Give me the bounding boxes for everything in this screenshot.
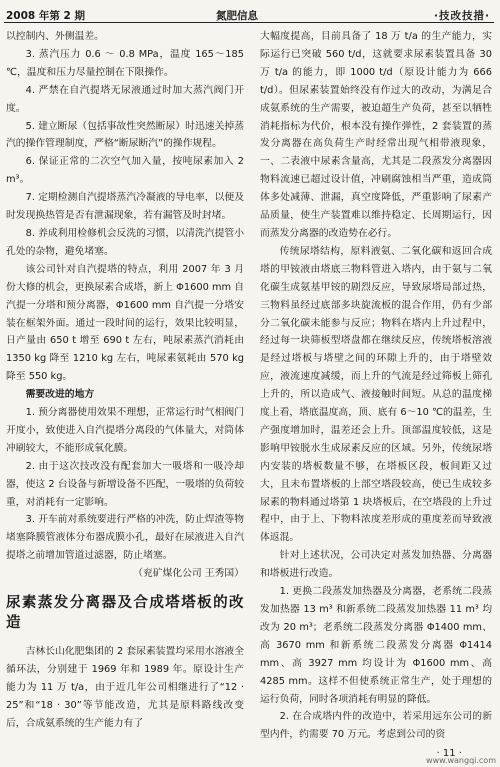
- paragraph: 吉林长山化肥集团的 2 套尿素装置均采用水溶液全循环法，分别建于 1969 年和 1989 年。原设计生产能力为 11 万 t/a，由于近几年公司相继进行了“12 · 25”和“18 · 30”等节能改造，尤其是原料路线改变后，合成氨系统的生产能力有了: [6, 646, 244, 729]
- article-title: 尿素蒸发分离器及合成塔塔板的改造: [6, 595, 244, 632]
- list-item: 3. 蒸汽压力 0.6 ～ 0.8 MPa，温度 165～185 ℃，温度和压力尽量控制在下限操作。: [6, 48, 244, 78]
- subheading: 需要改进的地方: [25, 389, 95, 401]
- header-rule: [4, 22, 494, 23]
- paragraph: 大幅度提高，目前具备了 18 万 t/a 的生产能力，实际运行已突破 560 t/d，这就要求尿素装置具备 30 万 t/a 的能力，即 1000 t/d（原设计能力为 666 t/d）。但尿素装置始终没有作过大的改动，为满足合成氨系统的生产需要，被迫超生产负荷，甚至以牺牲消耗指标为代价，根本没有操作弹性，2 套装置的蒸发分离器在高负荷生产时经常出现气相带液现象，一、二表液中尿素含量高，尤其是二段蒸发分离器因物料流速已超过设计值，冲刷腐蚀相当严重，造成筒体多处减薄、泄漏，真空度降低，严重影响了尿素产品质量，使生产装置难以维持稳定、长周期运行，因而蒸发分离器的改造势在必行。: [260, 31, 492, 239]
- page-number: · 11 ·: [436, 748, 462, 759]
- list-item: 8. 养成利用检修机会反洗的习惯，以清洗汽提管小孔处的杂物，避免堵塞。: [6, 227, 244, 257]
- left-column: [6, 28, 244, 733]
- author-signature: （兖矿煤化公司 王秀国）: [133, 568, 244, 580]
- list-item: 7. 定期检测自汽提塔蒸汽冷凝液的导电率，以便及时发现换热管是否有泄漏现象，若有漏管及时封堵。: [6, 192, 244, 222]
- list-item: 1. 更换二段蒸发加热器及分离器，老系统二段蒸发加热器 13 m³ 和新系统二段蒸发加热器 11 m³ 均改为 20 m³；老系统二段蒸发分离器 Φ1400 mm、高 3670 mm 和新系统二段蒸发分离器 Φ1414 mm、高 3927 mm 均设计为 Φ1600 mm、高 4285 mm。这样不但使系统正常生产，处于理想的运行负荷，同时各项消耗有明显的降低。: [260, 586, 492, 705]
- section-label: ·技改技措·: [434, 10, 490, 22]
- list-item: 1. 预分离器使用效果不理想，正常运行时气相阀门开度小，致使进入自汽提塔分离段的气体量大，对筒体冲刷较大，不能形成氧化膜。: [6, 407, 244, 454]
- list-item: 5. 建立断尿（包括事故性突然断尿）时迅速关掉蒸汽的操作管理制度，严格“断尿断汽”的操作规程。: [6, 120, 244, 150]
- list-item: 4. 严禁在自汽提塔无尿液通过时加大蒸汽阀门开度。: [6, 84, 244, 114]
- paragraph: 该公司针对自汽提塔的特点，利用 2007 年 3 月份大修的机会，更换尿素合成塔，新上 Φ1600 mm 自汽提一分塔和预分离器，Φ1600 mm 自汽提一分塔安装在框架外面。通过一段时间的运行，效果比较明显，日产量由 650 t 增至 690 t 左右，吨尿素蒸汽消耗由 1350 kg 降至 1210 kg 左右，吨尿素氨耗由 570 kg 降至 550 kg。: [6, 263, 244, 383]
- list-item: 6. 保证正常的二次空气加入量，按吨尿素加入 2 m³。: [6, 156, 244, 186]
- watermark: www.wangqi.com: [426, 756, 496, 765]
- paragraph: 针对上述状况，公司决定对蒸发加热器、分离器和塔板进行改造。: [260, 550, 492, 580]
- list-item: 2. 由于这次技改没有配套加大一吸塔和一吸冷却器，使这 2 台设备与新增设备不匹配，一吸塔的负荷较重，对消耗有一定影响。: [6, 460, 244, 508]
- list-item: 2. 在合成塔内件的改造中，若采用远东公司的新型内件，约需要 70 万元。考虑到公司的资: [260, 711, 492, 741]
- paragraph: 传统尿塔结构，原料液氨、二氧化碳和返回合成塔的甲铵液由塔底三物料管进入塔内，由于氨与二氧化碳生成氨基甲铵的剧烈反应，导致尿塔局部过热，三物料虽经过底部多块旋流板的混合作用，仍有少部分二氧化碳未能参与反应；物料在塔内上升过程中，经过每一块筛板型塔盘都在继续反应，传统塔板溶液是经过塔板与塔壁之间的环隙上升的，由于塔壁效应，液流速度减缓，而上升的气流是经过筛板上筛孔上升的，所以造成气、液接触时间短。从总的温度梯度上看，塔底温度高，顶、底有 6～10 ℃的温差，生产强度增加时，温差还会上升。顶部温度较低，这是影响甲铵脱水生成尿素反应的区域。另外，传统尿塔内安装的塔板数量不够，在塔板区段，板间距又过大，且未布置塔板的上部空塔段较高，使已生成较多尿素的物料通过塔第 1 块塔板后，在空塔段的上升过程中，由于上、下物料浓度差形成的重度差而导致液体返混。: [260, 245, 492, 544]
- right-column: [260, 28, 492, 744]
- issue-label: 2008 年第 2 期: [6, 10, 85, 22]
- list-item: 3. 开车前对系统要进行严格的冲洗，防止焊渣等物堵塞降膜管液体分布器成膜小孔，最好在尿液进入自汽提塔之前增加管道过滤器，防止堵塞。: [6, 514, 244, 562]
- paragraph: 以控制内、外侧温差。: [6, 31, 104, 42]
- journal-name: 氮肥信息: [216, 10, 258, 22]
